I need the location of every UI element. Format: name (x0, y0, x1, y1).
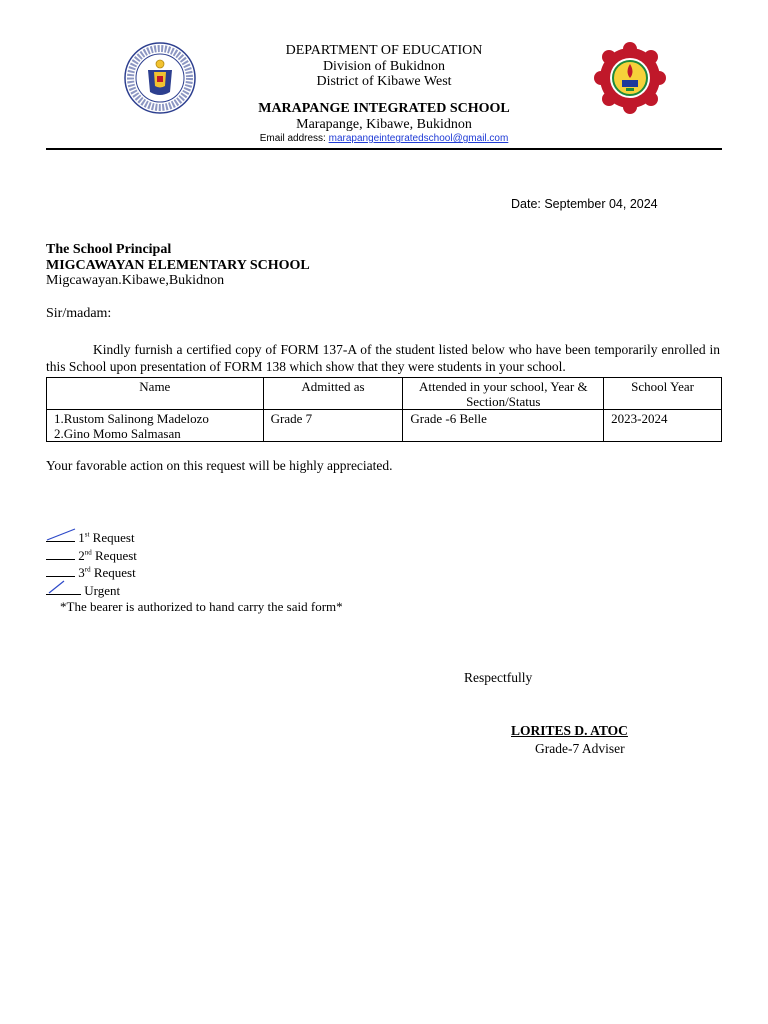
bearer-note: *The bearer is authorized to hand carry the said form* (60, 599, 343, 614)
salutation: Sir/madam: (46, 306, 112, 321)
checkmark-slash-icon (46, 582, 81, 595)
deped-seal-logo (124, 42, 196, 114)
student-name-2: 2.Gino Momo Salmasan (54, 426, 181, 441)
col-header-name: Name (47, 378, 264, 410)
recipient-school: MIGCAWAYAN ELEMENTARY SCHOOL (46, 258, 310, 273)
blank-line (46, 564, 75, 577)
district-name: District of Kibawe West (316, 74, 452, 89)
school-seal-logo (592, 42, 668, 114)
body-paragraph: Kindly furnish a certified copy of FORM 137-A of the student listed below who have been temporarily enrolled in this School upon presentation of FORM 138 which show that they were students in your school. (46, 342, 720, 374)
recipient-title: The School Principal (46, 242, 172, 257)
student-name-1: 1.Rustom Salinong Madelozo (54, 411, 209, 426)
dept-name: DEPARTMENT OF EDUCATION (285, 43, 483, 58)
recipient-address: Migcawayan.Kibawe,Bukidnon (46, 273, 225, 288)
col-header-school-year: School Year (604, 378, 722, 410)
closing-note: Your favorable action on this request will be highly appreciated. (46, 458, 393, 473)
table-header-row (47, 378, 722, 410)
request-option-1[interactable]: 1st Request (46, 529, 135, 546)
school-address: Marapange, Kibawe, Bukidnon (296, 117, 472, 132)
request-option-label: Request (92, 530, 135, 545)
request-option-label: Urgent (84, 583, 121, 598)
email-link[interactable]: marapangeintegratedschool@gmail.com (328, 133, 509, 144)
signatory-position: Grade-7 Adviser (535, 741, 625, 756)
signatory-name: LORITES D. ATOC (511, 723, 628, 738)
email-label: Email address: (259, 133, 326, 144)
letter-date: Date: September 04, 2024 (511, 197, 658, 211)
col-header-admitted: Admitted as (263, 378, 403, 410)
cell-admitted-as: Grade 7 (263, 410, 403, 442)
cell-school-year: 2023-2024 (604, 410, 722, 442)
email-line (0, 133, 768, 144)
checkmark-slash-icon (46, 529, 75, 542)
request-option-3[interactable]: 3rd Request (46, 564, 136, 581)
cell-names (47, 410, 264, 442)
request-option-urgent[interactable] (46, 582, 120, 599)
request-option-label: Request (95, 548, 137, 563)
school-name: MARAPANGE INTEGRATED SCHOOL (258, 101, 510, 116)
complimentary-close: Respectfully (464, 670, 533, 685)
student-table (46, 377, 722, 442)
request-option-2[interactable]: 2nd Request (46, 547, 137, 564)
cell-attended: Grade -6 Belle (403, 410, 604, 442)
division-name: Division of Bukidnon (322, 59, 446, 74)
blank-line (46, 547, 75, 560)
header-divider (46, 148, 722, 150)
table-row (47, 410, 722, 442)
col-header-attended: Attended in your school, Year & Section/Status (403, 378, 604, 410)
request-option-label: Request (93, 565, 136, 580)
